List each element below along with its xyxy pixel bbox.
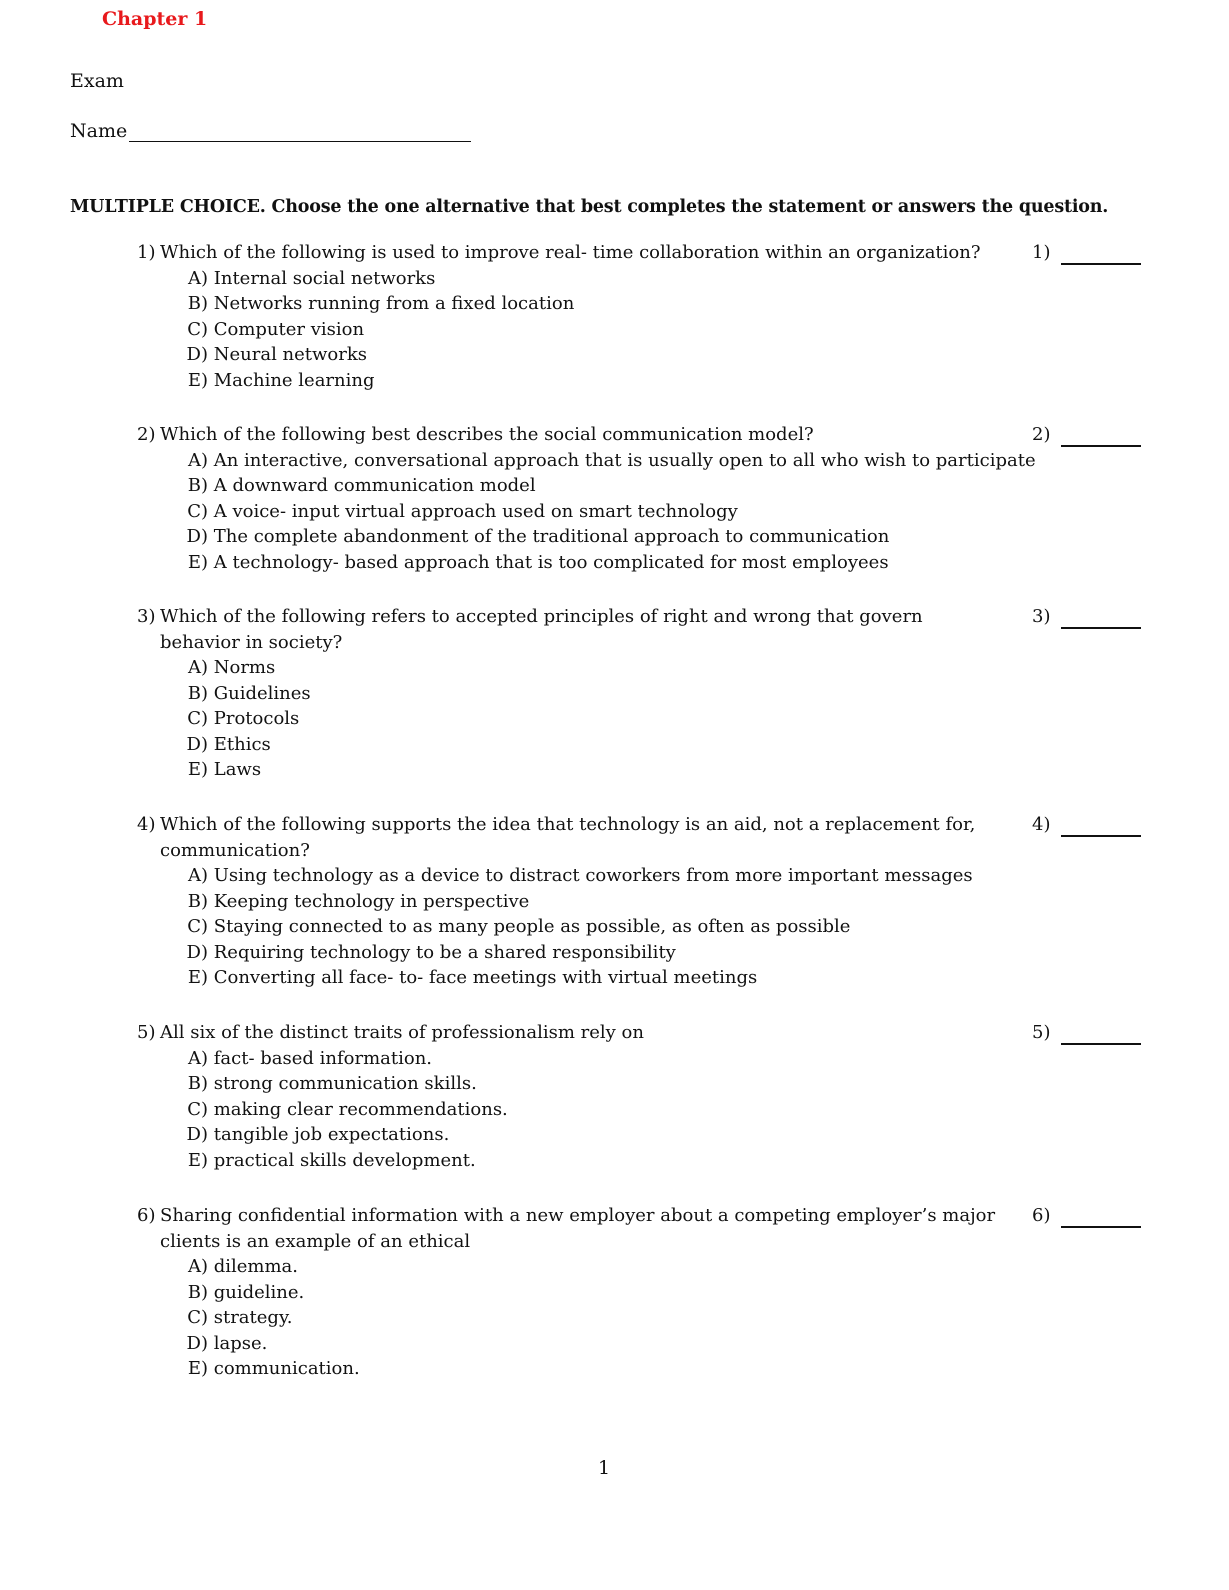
question-1 [137,240,1147,393]
options-list [137,1254,1147,1382]
question-number: 1) [137,242,156,263]
options-list [137,1046,1147,1174]
option-letter: C) [187,708,208,729]
option-letter: C) [187,500,208,522]
options-list [137,863,1147,991]
option-text: lapse. [213,1332,268,1354]
option-text: strong communication skills. [213,1073,477,1094]
question-number: 5) [137,1022,156,1043]
option-b [181,1280,1147,1306]
option-letter: C) [187,916,208,937]
option-text: practical skills development. [213,1149,476,1171]
option-c [181,1097,1147,1123]
question-number: 3) [137,606,156,627]
answer-blank-line[interactable] [1061,240,1141,265]
option-letter: B) [187,475,208,496]
option-text: Keeping technology in perspective [213,890,530,912]
exam-label: Exam [70,70,124,92]
option-a [181,266,1147,292]
option-text: dilemma. [213,1256,299,1277]
option-letter: A) [187,1047,208,1069]
option-letter: E) [187,1358,208,1379]
question-text: Which of the following is used to improve real- time collaboration within an organization? [160,242,981,263]
option-e [181,368,1147,394]
option-letter: B) [187,1073,208,1094]
option-text: An interactive, conversational approach that is usually open to all who wish to participate [213,449,1036,471]
option-letter: E) [187,759,208,780]
question-2 [137,422,1147,575]
answer-number: 3) [1032,606,1051,627]
option-a [181,863,1147,889]
option-d [181,524,1147,550]
option-text: fact- based information. [213,1047,433,1069]
question-text: Sharing confidential information with a new employer about a competing employer’s major clients is an example of an ethical [160,1205,996,1252]
option-text: strategy. [213,1307,293,1328]
option-letter: D) [186,526,208,547]
option-text: A technology- based approach that is too complicated for most employees [213,551,889,573]
option-text: Guidelines [213,682,311,704]
question-5 [137,1020,1147,1173]
answer-number: 6) [1032,1205,1051,1226]
option-letter: B) [187,293,208,314]
option-letter: A) [187,657,208,678]
option-a [181,1046,1147,1072]
option-d [181,1331,1147,1357]
option-a [181,1254,1147,1280]
option-a [181,655,1147,681]
option-letter: E) [187,1149,208,1171]
answer-blank-line[interactable] [1061,812,1141,837]
option-text: Neural networks [213,344,368,365]
name-label: Name [70,120,128,142]
option-c [181,706,1147,732]
option-text: Using technology as a device to distract coworkers from more important messages [213,865,973,886]
option-e [181,1148,1147,1174]
question-number: 4) [137,814,156,835]
option-text: Laws [213,759,262,780]
name-blank-line[interactable] [129,123,471,142]
question-6 [137,1203,1147,1382]
option-e [181,550,1147,576]
option-letter: D) [186,1332,208,1354]
option-text: A voice- input virtual approach used on smart technology [213,500,738,522]
question-3 [137,604,1147,783]
option-letter: A) [187,449,208,471]
question-text: Which of the following refers to accepted principles of right and wrong that govern behavior in society? [160,606,923,653]
option-text: Requiring technology to be a shared responsibility [213,941,676,963]
option-e [181,1356,1147,1382]
option-text: tangible job expectations. [213,1124,450,1145]
question-text: Which of the following best describes the social communication model? [160,424,814,445]
option-letter: A) [187,865,208,886]
option-b [181,1071,1147,1097]
option-text: Networks running from a fixed location [213,293,575,314]
option-b [181,291,1147,317]
option-text: The complete abandonment of the traditional approach to communication [213,526,890,547]
option-letter: C) [187,1307,208,1328]
option-c [181,499,1147,525]
option-letter: C) [187,318,208,340]
option-text: Protocols [213,708,300,729]
name-field-row [70,120,471,142]
answer-number: 2) [1032,424,1051,445]
options-list [137,448,1147,576]
option-text: Computer vision [213,318,365,340]
option-c [181,317,1147,343]
answer-number: 1) [1032,242,1051,263]
option-b [181,473,1147,499]
answer-blank-line[interactable] [1061,1020,1141,1045]
option-letter: D) [186,733,208,755]
answer-number: 4) [1032,814,1051,835]
option-a [181,448,1147,474]
options-list [137,655,1147,783]
options-list [137,266,1147,394]
option-text: Ethics [213,733,271,755]
option-d [181,1122,1147,1148]
option-letter: D) [186,1124,208,1145]
question-number: 2) [137,424,156,445]
option-letter: D) [186,344,208,365]
section-instructions: MULTIPLE CHOICE. Choose the one alternative that best completes the statement or answers the question. [70,197,1109,217]
option-letter: E) [187,369,208,391]
option-c [181,1305,1147,1331]
option-text: guideline. [213,1281,305,1303]
option-text: A downward communication model [213,475,536,496]
option-d [181,940,1147,966]
option-letter: B) [187,890,208,912]
option-b [181,889,1147,915]
answer-blank-line[interactable] [1061,1203,1141,1228]
option-letter: B) [187,1281,208,1303]
option-letter: B) [187,682,208,704]
option-text: Staying connected to as many people as possible, as often as possible [213,916,851,937]
option-b [181,681,1147,707]
option-letter: C) [187,1098,208,1120]
option-text: Norms [213,657,276,678]
option-e [181,757,1147,783]
option-text: Machine learning [213,369,375,391]
option-letter: D) [186,941,208,963]
option-e [181,965,1147,991]
answer-blank-line[interactable] [1061,422,1141,447]
option-c [181,914,1147,940]
question-number: 6) [137,1205,156,1226]
option-text: communication. [213,1358,360,1379]
option-letter: A) [187,267,208,289]
question-text: All six of the distinct traits of professionalism rely on [160,1022,644,1043]
option-text: making clear recommendations. [213,1098,508,1120]
question-text: Which of the following supports the idea that technology is an aid, not a replacement for, communication? [160,814,976,861]
answer-number: 5) [1032,1022,1051,1043]
option-d [181,732,1147,758]
page-number: 1 [597,1457,611,1479]
answer-blank-line[interactable] [1061,604,1141,629]
chapter-title: Chapter 1 [102,8,208,30]
question-4 [137,812,1147,991]
option-d [181,342,1147,368]
option-letter: E) [187,967,208,988]
option-text: Internal social networks [213,267,436,289]
option-letter: E) [187,551,208,573]
option-text: Converting all face- to- face meetings with virtual meetings [213,967,758,988]
option-letter: A) [187,1256,208,1277]
